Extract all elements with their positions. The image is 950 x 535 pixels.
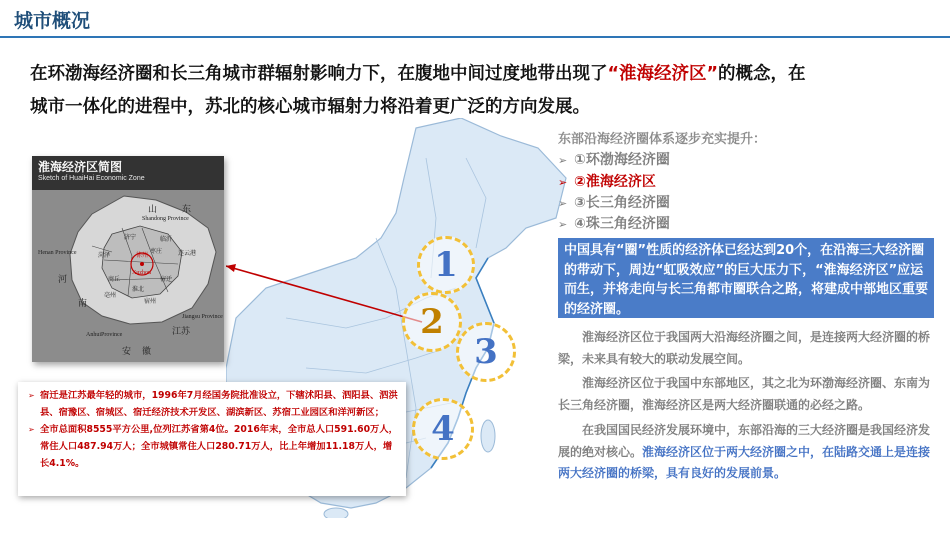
title-divider: [0, 36, 950, 38]
inset-label-huaibei: 淮北: [132, 287, 145, 293]
inset-label-henan-en: Henan Province: [38, 250, 77, 256]
inset-label-jining: 济宁: [124, 235, 137, 241]
chevron-right-icon: ➢: [558, 218, 568, 231]
zone-list-item-bohai: [558, 149, 670, 169]
fact-item: [28, 387, 398, 421]
chevron-right-icon: ➢: [558, 154, 568, 167]
inset-title: 淮海经济区简图: [38, 160, 123, 174]
island-hainan: [324, 508, 348, 518]
intro-line-1: [30, 58, 930, 91]
circle-1-bohai: 1: [417, 236, 475, 294]
inset-label-nan: 南: [78, 298, 88, 308]
inset-label-anhui-en: AnhuiProvince: [86, 332, 123, 338]
circle-3-yangtze: 3: [456, 322, 516, 382]
inset-label-bozhou: 亳州: [104, 293, 117, 299]
inset-label-suqian: 宿迁: [160, 277, 173, 283]
fact-arrow-icon: ➢: [28, 391, 35, 400]
intro-highlight-huaihai: “淮海经济区”: [607, 64, 719, 84]
zone-list-label: ③长三角经济圈: [574, 195, 670, 211]
inset-label-xuzhou-en: Xuzhou: [132, 270, 151, 276]
intro-line-1-pre: 在环渤海经济圈和长三角城市群辐射影响力下，在腹地中间过度地带出现了: [30, 64, 608, 84]
chevron-right-icon: ➢: [558, 176, 568, 189]
page-title: 城市概况: [14, 10, 91, 32]
para-bridge: 淮海经济区位于我国两大沿海经济圈之间，是连接两大经济圈的桥梁，未来具有较大的联动发展空间。: [558, 330, 931, 366]
inset-label-an: 安: [122, 346, 132, 356]
inset-label-xuzhou: 徐州: [136, 253, 149, 259]
inset-label-dong: 东: [182, 204, 192, 214]
fact-text-2: 全市总面积8555平方公里,位列江苏省第4位。2016年末，全市总人口591.60万人，常住人口487.94万人；全市城镇常住人口280.71万人，比上年增加11.18万人，增长4.1%。: [40, 424, 398, 469]
suqian-facts-box: [18, 382, 406, 496]
inset-label-heze: 菏泽: [98, 253, 111, 259]
inset-label-shandong-en: Shandong Province: [142, 216, 189, 222]
circle-4-pearl: 4: [412, 398, 474, 460]
para-location: 淮海经济区位于我国中东部地区，其之北为环渤海经济圈、东南为长三角经济圈，淮海经济区是两大经济圈联通的必经之路。: [558, 376, 931, 412]
para-prospects-text: 在我国国民经济发展环境中，东部沿海的三大经济圈是我国经济发展的绝对核心。: [558, 423, 931, 459]
inset-label-shan: 山: [148, 204, 158, 214]
zone-list-label: ①环渤海经济圈: [574, 152, 670, 168]
intro-paragraph: [30, 58, 930, 124]
inset-label-suzhou: 宿州: [144, 299, 157, 305]
inset-label-linyi: 临沂: [160, 237, 173, 243]
inset-label-shangqiu: 商丘: [108, 277, 121, 283]
intro-line-1-post: 的概念，在: [718, 64, 806, 84]
intro-line-2: 城市一体化的进程中，苏北的核心城市辐射力将沿着更广泛的方向发展。: [30, 97, 590, 117]
para-prospects-highlight: 淮海经济区位于两大经济圈之中，在陆路交通上是连接两大经济圈的桥梁，具有良好的发展前景。: [558, 444, 931, 480]
chevron-right-icon: ➢: [558, 197, 568, 210]
fact-item: [28, 421, 398, 472]
inset-label-zaozhuang: 枣庄: [150, 249, 163, 255]
huaihai-inset-map: [32, 156, 224, 362]
zone-list-title: 东部沿海经济圈体系逐步充实提升：: [558, 132, 767, 147]
inset-label-lianyungang: 连云港: [178, 251, 197, 257]
inset-label-jiangsu: 江苏: [172, 326, 191, 336]
inset-xuzhou-dot: [140, 262, 144, 266]
zone-list-item-yangtze: [558, 192, 670, 212]
inset-label-hui: 徽: [142, 346, 152, 356]
zone-list-item-huaihai: [558, 171, 656, 191]
fact-text-1: 宿迁是江苏最年轻的城市，1996年7月经国务院批准设立，下辖沭阳县、泗阳县、泗洪县、宿豫区、宿城区、宿迁经济技术开发区、湖滨新区、苏宿工业园区和洋河新区；: [40, 390, 398, 418]
economic-circle-banner: 中国具有“圈”性质的经济体已经达到20个，在沿海三大经济圈的带动下，周边“虹吸效应”的巨大压力下，“淮海经济区”应运而生，并将走向与长三角都市圈联合之路，将建成中部地区重要的经济圈。: [558, 238, 934, 318]
inset-label-jiangsu-en: Jiangsu Province: [182, 314, 223, 320]
inset-subtitle: Sketch of HuaiHai Economic Zone: [38, 175, 145, 182]
zone-list-label: ②淮海经济区: [574, 174, 656, 190]
island-taiwan: [481, 420, 495, 452]
circle-2-huaihai: 2: [402, 292, 462, 352]
para-prospects: [558, 420, 934, 485]
fact-arrow-icon: ➢: [28, 425, 35, 434]
inset-connector-arrow: [226, 264, 236, 272]
zone-list-item-pearl: [558, 213, 670, 233]
zone-list-label: ④珠三角经济圈: [574, 216, 670, 232]
inset-label-he: 河: [58, 274, 68, 284]
